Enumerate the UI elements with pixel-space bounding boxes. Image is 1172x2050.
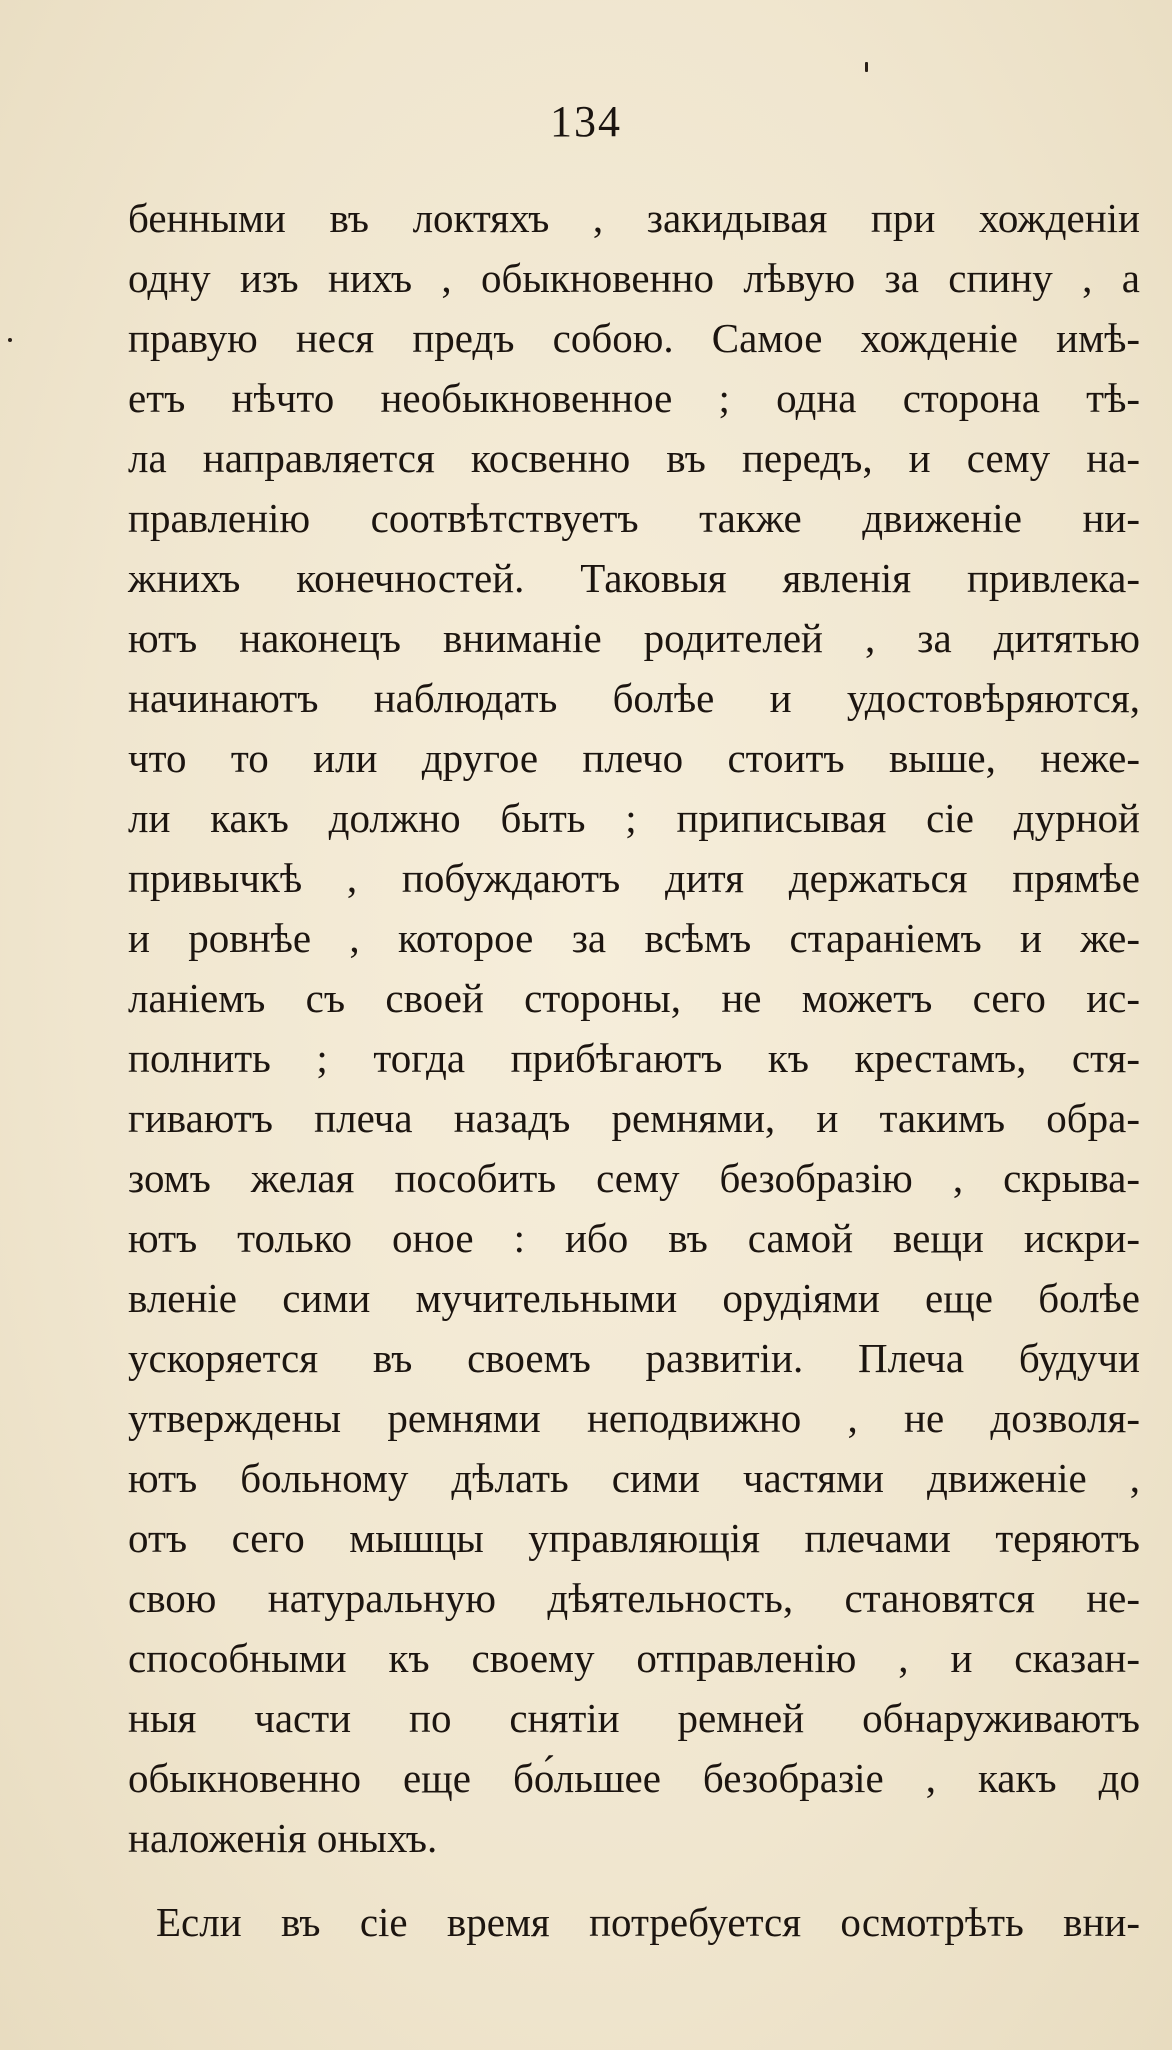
text-line: что то или другое плечо стоитъ выше, неже- — [128, 735, 1140, 781]
text-line: ланіемъ съ своей стороны, не можетъ сего ис- — [128, 975, 1140, 1021]
text-line: способными къ своему отправленію , и сказан- — [128, 1635, 1140, 1681]
next-paragraph-line: Если въ сіе время потребуется осмотрѣть вни- — [156, 1899, 1140, 1945]
text-line: етъ нѣчто необыкновенное ; одна сторона тѣ- — [128, 375, 1140, 421]
text-line: свою натуральную дѣятельность, становятся не- — [128, 1575, 1140, 1621]
text-line: правую неся предъ собою. Самое хожденіе имѣ- — [128, 315, 1140, 361]
text-line: наложенія оныхъ. — [128, 1815, 438, 1861]
print-speck — [865, 62, 868, 72]
text-line: ютъ больному дѣлать сими частями движеніе , — [128, 1455, 1140, 1501]
page-number: 134 — [550, 97, 622, 146]
text-line: ныя части по снятіи ремней обнаруживаютъ — [128, 1695, 1140, 1741]
text-line: бенными въ локтяхъ , закидывая при хожденіи — [128, 195, 1140, 241]
text-line: ли какъ должно быть ; приписывая сіе дурной — [128, 795, 1140, 841]
text-line: начинаютъ наблюдать болѣе и удостовѣряются, — [128, 675, 1140, 721]
text-line: полнить ; тогда прибѣгаютъ къ крестамъ, стя- — [128, 1035, 1140, 1081]
text-line: привычкѣ , побуждаютъ дитя держаться прямѣе — [128, 855, 1140, 901]
text-line: зомъ желая пособить сему безобразію , скрыва- — [128, 1155, 1140, 1201]
paragraph-gap — [128, 1868, 1140, 1892]
text-line: ускоряется въ своемъ развитіи. Плеча будучи — [128, 1335, 1140, 1381]
text-line: гиваютъ плеча назадъ ремнями, и такимъ обра- — [128, 1095, 1140, 1141]
text-line: вленіе сими мучительными орудіями еще болѣе — [128, 1275, 1140, 1321]
text-line: одну изъ нихъ , обыкновенно лѣвую за спину , а — [128, 255, 1140, 301]
text-line: обыкновенно еще бо́льшее безобразіе , какъ до — [128, 1755, 1140, 1801]
text-line: утверждены ремнями неподвижно , не дозволя- — [128, 1395, 1140, 1441]
body-text — [128, 188, 1140, 1952]
text-line: ютъ только оное : ибо въ самой вещи искри- — [128, 1215, 1140, 1261]
print-speck — [8, 338, 12, 342]
text-line: ла направляется косвенно въ передъ, и сему на- — [128, 435, 1140, 481]
text-line: ютъ наконецъ вниманіе родителей , за дитятью — [128, 615, 1140, 661]
text-line: отъ сего мышцы управляющія плечами теряютъ — [128, 1515, 1140, 1561]
text-line: жнихъ конечностей. Таковыя явленія привлека- — [128, 555, 1140, 601]
text-line: правленію соотвѣтствуетъ также движеніе ни- — [128, 495, 1140, 541]
text-line: и ровнѣе , которое за всѣмъ стараніемъ и же- — [128, 915, 1140, 961]
